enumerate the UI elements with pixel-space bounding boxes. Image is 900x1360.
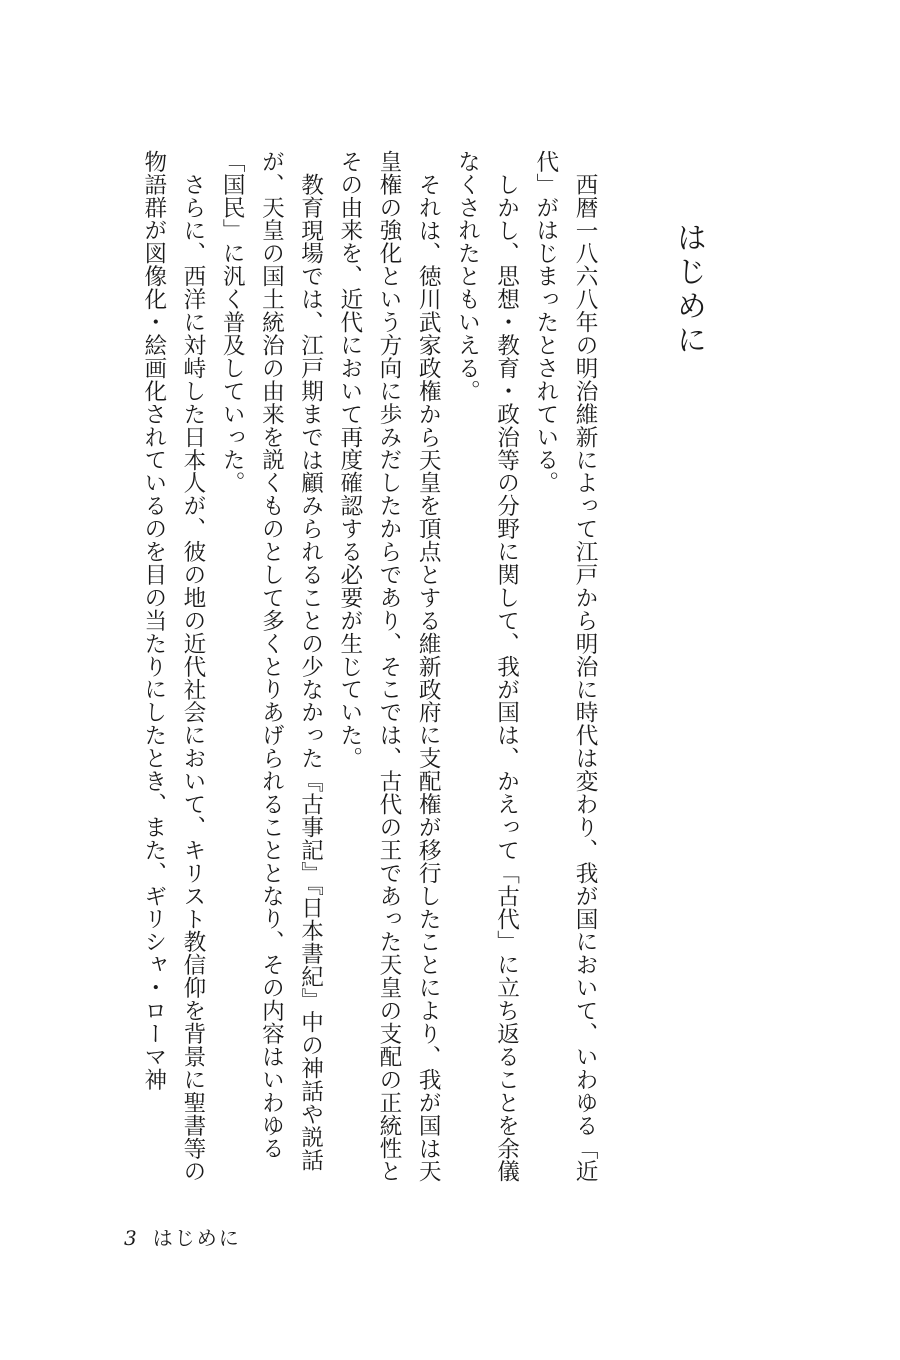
running-title: はじめに bbox=[152, 1226, 241, 1250]
body-text bbox=[110, 150, 604, 1190]
paragraph: しかし、思想・教育・政治等の分野に関して、我が国は、かえって「古代」に立ち返ることを余儀なくされたともいえる。 bbox=[454, 150, 520, 1183]
page-footer bbox=[124, 1222, 241, 1251]
paragraph: それは、徳川武家政権から天皇を頂点とする維新政府に支配権が移行したことにより、我が国は天皇権の強化という方向に歩みだしたからであり、そこでは、古代の王であった天皇の支配の正統性とその由来を、近代において再度確認する必要が生じていた。 bbox=[336, 150, 442, 1183]
paragraph: さらに、西洋に対峙した日本人が、彼の地の近代社会において、キリスト教信仰を背景に聖書等の物語群が図像化・絵画化されているのを目の当たりにしたとき、また、ギリシャ・ローマ神 bbox=[140, 150, 206, 1183]
chapter-heading: はじめに bbox=[671, 222, 706, 358]
paragraph: 西暦一八六八年の明治維新によって江戸から明治に時代は変わり、我が国において、いわゆる「近代」がはじまったとされている。 bbox=[532, 150, 598, 1183]
paragraph: 教育現場では、江戸期までは顧みられることの少なかった『古事記』『日本書紀』中の神話や説話が、天皇の国土統治の由来を説くものとして多くとりあげられることとなり、その内容はいわゆる「国民」に汎く普及していった。 bbox=[219, 150, 324, 1172]
page-number: 3 bbox=[124, 1226, 139, 1250]
